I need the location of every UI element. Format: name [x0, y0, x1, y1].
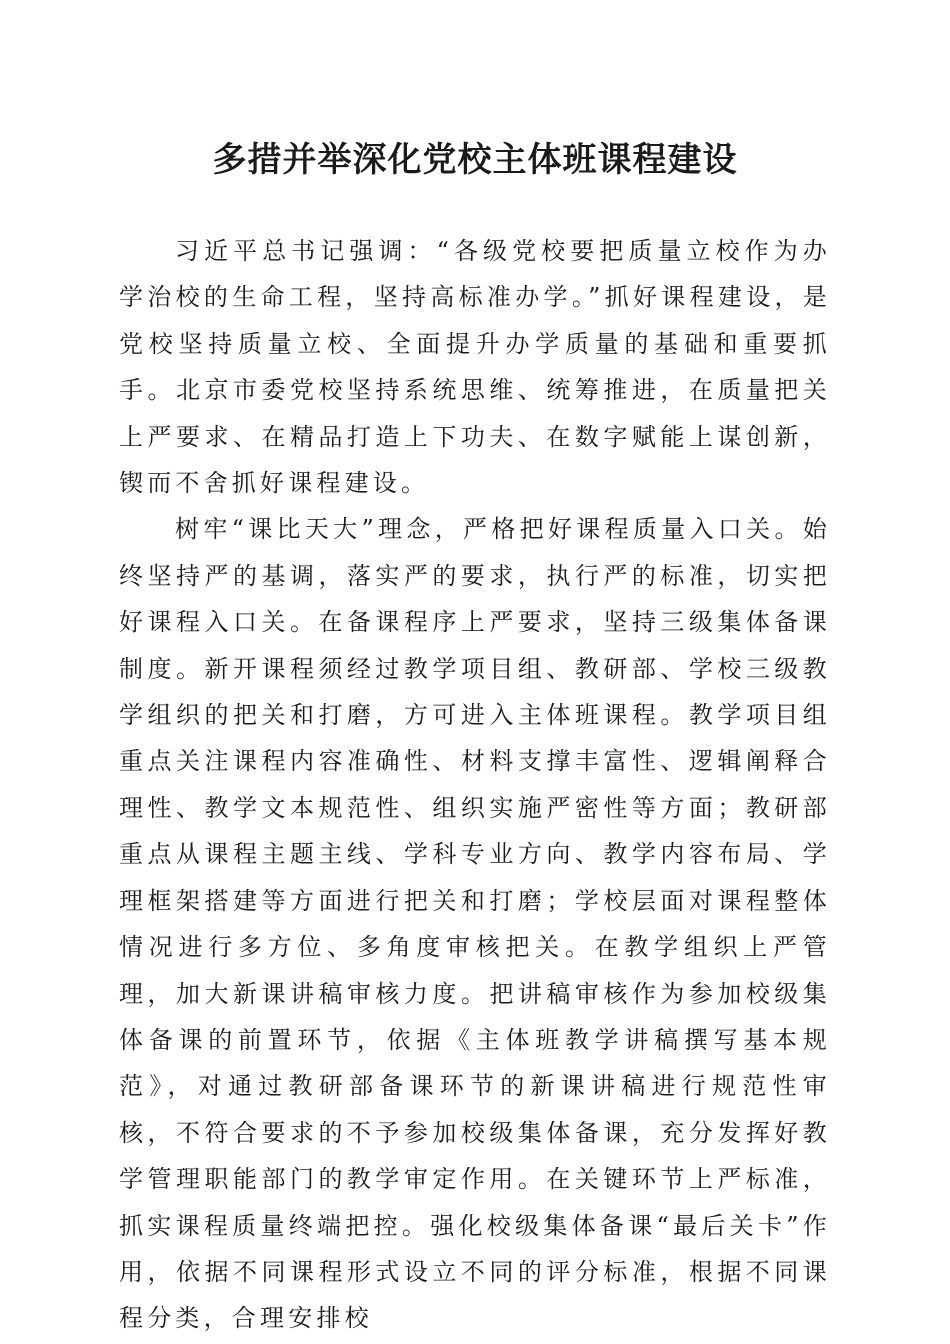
document-body	[119, 228, 831, 1342]
document-title: 多措并举深化党校主体班课程建设	[212, 140, 738, 180]
paragraph-intro: 习近平总书记强调：“各级党校要把质量立校作为办学治校的生命工程，坚持高标准办学。”抓好课程建设，是党校坚持质量立校、全面提升办学质量的基础和重要抓手。北京市委党校坚持系统思维、统筹推进，在质量把关上严要求、在精品打造上下功夫、在数字赋能上谋创新，锲而不舍抓好课程建设。	[119, 237, 831, 498]
paragraph-course-quality: 树牢“课比天大”理念，严格把好课程质量入口关。始终坚持严的基调，落实严的要求，执行严的标准，切实把好课程入口关。在备课程序上严要求，坚持三级集体备课制度。新开课程须经过教学项目组、教研部、学校三级教学组织的把关和打磨，方可进入主体班课程。教学项目组重点关注课程内容准确性、材料支撑丰富性、逻辑阐释合理性、教学文本规范性、组织实施严密性等方面；教研部重点从课程主题主线、学科专业方向、教学内容布局、学理框架搭建等方面进行把关和打磨；学校层面对课程整体情况进行多方位、多角度审核把关。在教学组织上严管理，加大新课讲稿审核力度。把讲稿审核作为参加校级集体备课的前置环节，依据《主体班教学讲稿撰写基本规范》，对通过教研部备课环节的新课讲稿进行规范性审核，不符合要求的不予参加校级集体备课，充分发挥好教学管理职能部门的教学审定作用。在关键环节上严标准，抓实课程质量终端把控。强化校级集体备课“最后关卡”作用，依据不同课程形式设立不同的评分标准，根据不同课程分类，合理安排校	[119, 515, 831, 1333]
